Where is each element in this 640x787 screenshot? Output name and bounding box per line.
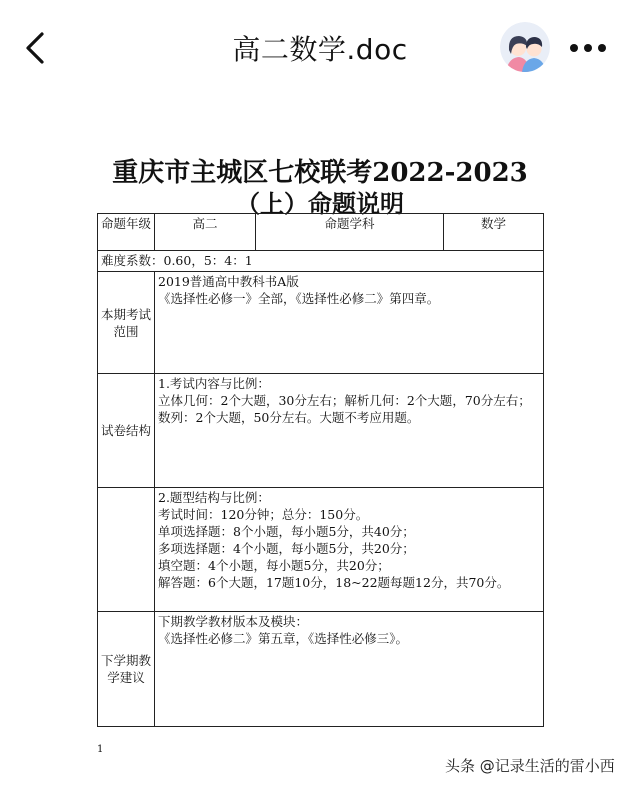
avatar[interactable] [500, 22, 550, 72]
structure-text-2: 2.题型结构与比例： 考试时间：120分钟；总分：150分。 单项选择题：8个小题，每小题5分，共40分； 多项选择题：4个小题，每小题5分，共20分； 填空题：4个小题，每小题5分，共20分； 解答题：6个大题，17题10分，18~22题每题12分，共70分。 [155, 488, 544, 612]
table-row [98, 251, 544, 272]
grade-label: 命题年级 [98, 214, 155, 251]
page-number: 1 [97, 744, 104, 755]
table-row [98, 272, 544, 374]
grade-value: 高二 [155, 214, 256, 251]
table-row [98, 488, 544, 612]
table-row [98, 374, 544, 488]
subject-label: 命题学科 [256, 214, 444, 251]
paper-title-line1: 重庆市主城区七校联考2022-2023 [112, 158, 528, 188]
ellipsis-horizontal-icon [566, 34, 610, 62]
table-row [98, 214, 544, 251]
difficulty-cell: 难度系数：0.60，5：4：1 [98, 251, 544, 272]
scope-text: 2019普通高中教科书A版 《选择性必修一》全部，《选择性必修二》第四章。 [155, 272, 544, 374]
structure-text-1: 1.考试内容与比例： 立体几何：2个大题，30分左右；解析几何：2个大题，70分左右；数列：2个大题，50分左右。大题不考应用题。 [155, 374, 544, 488]
subject-value: 数学 [444, 214, 544, 251]
table-row [98, 612, 544, 727]
top-bar [0, 0, 640, 97]
suggestion-label: 下学期教学建议 [98, 612, 155, 727]
scope-label: 本期考试范围 [98, 272, 155, 374]
watermark: 头条 @记录生活的雷小西 [445, 757, 615, 775]
exam-spec-table [97, 213, 544, 727]
more-options-button[interactable] [566, 34, 610, 62]
structure-label: 试卷结构 [98, 374, 155, 488]
structure-label-blank [98, 488, 155, 612]
document-title: 高二数学.doc [232, 33, 408, 66]
couple-avatar-icon [500, 22, 550, 72]
suggestion-text: 下期教学教材版本及模块： 《选择性必修二》第五章，《选择性必修三》。 [155, 612, 544, 727]
paper-title-line2: （上）命题说明 [236, 189, 404, 218]
